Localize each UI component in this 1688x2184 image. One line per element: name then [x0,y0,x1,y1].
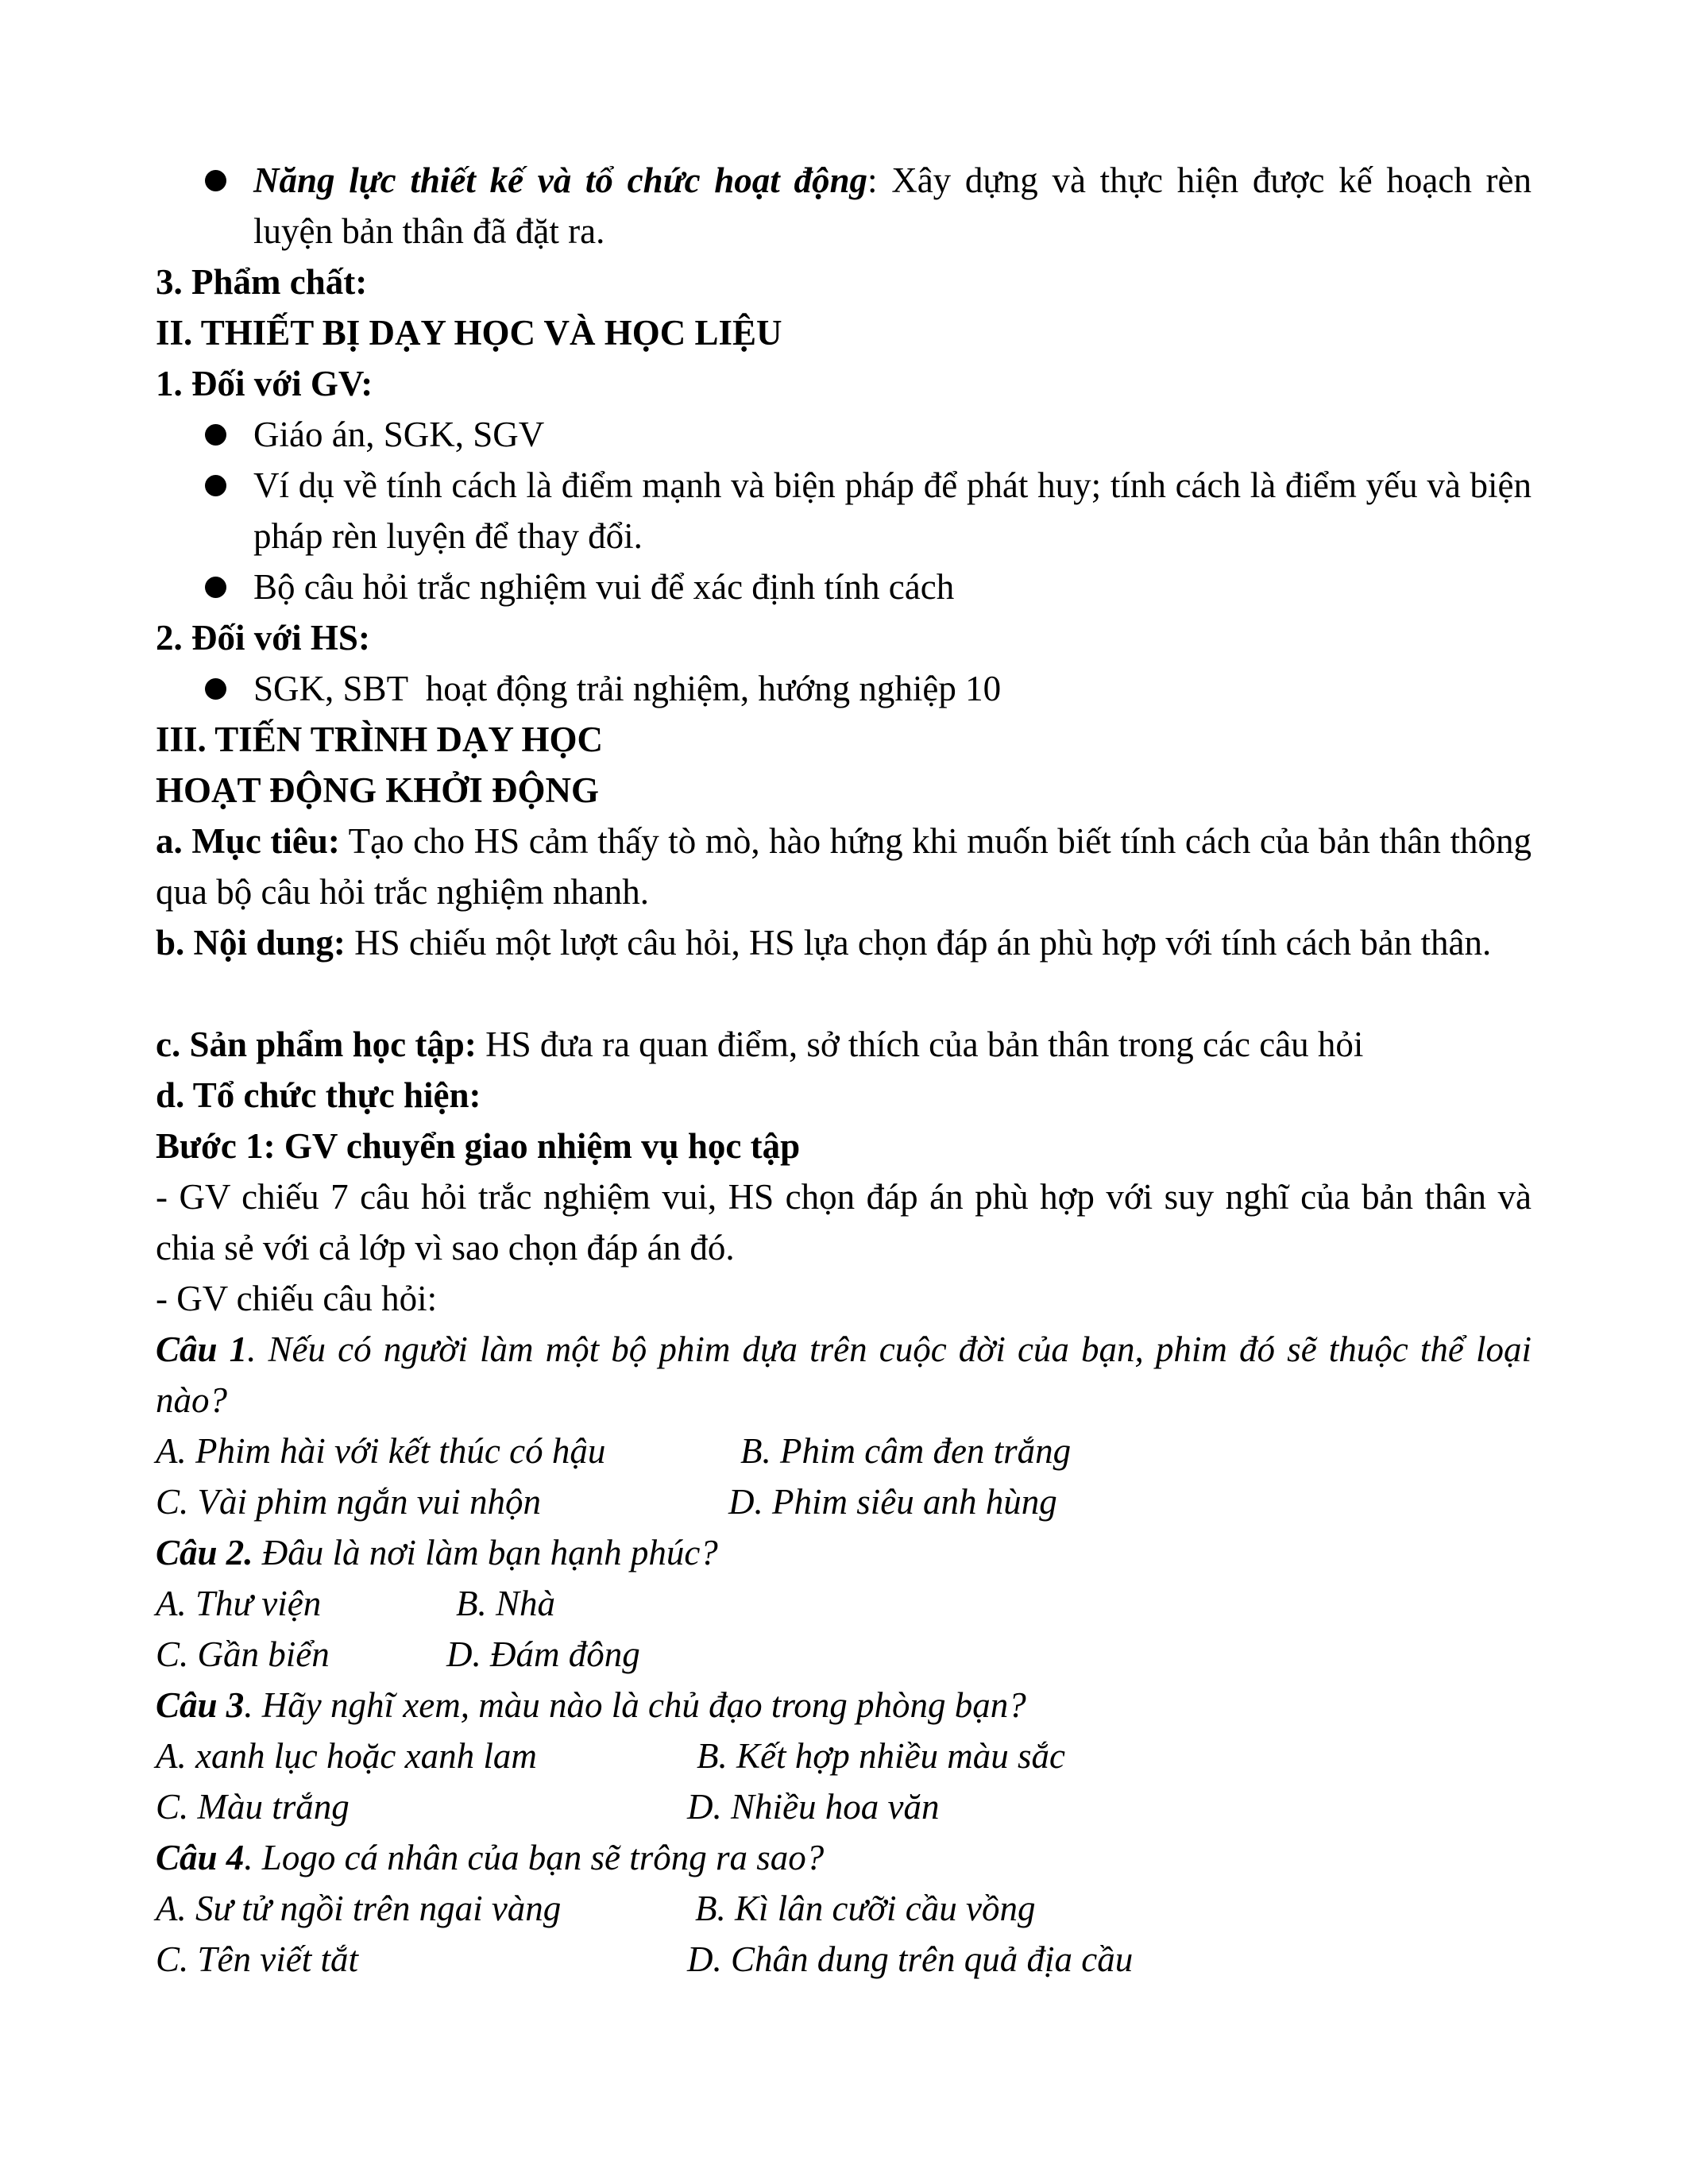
question-1-option-d: D. Phim siêu anh hùng [728,1482,1057,1522]
heading-tien-trinh: III. TIẾN TRÌNH DẠY HỌC [156,720,604,759]
question-1-option-c: C. Vài phim ngắn vui nhộn [156,1482,541,1522]
heading-thiet-bi: II. THIẾT BỊ DẠY HỌC VÀ HỌC LIỆU [156,313,782,353]
bullet-nang-luc-bold: Năng lực thiết kế và tổ chức hoạt động [253,160,867,200]
noi-dung-label: b. Nội dung: [156,923,346,963]
san-pham-text: HS đưa ra quan điểm, sở thích của bản thân trong các câu hỏi [476,1024,1364,1064]
question-3-option-d: D. Nhiều hoa văn [687,1787,940,1827]
noi-dung-text: HS chiếu một lượt câu hỏi, HS lựa chọn đáp án phù hợp với tính cách bản thân. [345,923,1492,963]
gv-item-2 [156,460,1532,561]
heading-pham-chat: 3. Phẩm chất: [156,262,368,302]
muc-tieu-paragraph [156,816,1532,917]
heading-khoi-dong: HOẠT ĐỘNG KHỞI ĐỘNG [156,770,599,810]
question-2-option-c: C. Gần biển [156,1634,330,1674]
question-4-option-b: B. Kì lân cưỡi cầu vồng [695,1889,1036,1928]
muc-tieu-label: a. Mục tiêu: [156,821,340,861]
question-4-option-a: A. Sư tử ngồi trên ngai vàng [156,1889,562,1928]
question-2-option-a: A. Thư viện [156,1584,322,1623]
question-3 [156,1680,1532,1731]
gv-item-3-text: Bộ câu hỏi trắc nghiệm vui để xác định tính cách [253,567,955,607]
bullet-dot-icon [205,678,226,700]
bullet-nang-luc [156,155,1532,257]
question-1-text: . Nếu có người làm một bộ phim dựa trên cuộc đời của bạn, phim đó sẽ thuộc thể loại nào? [156,1329,1532,1420]
san-pham-label: c. Sản phẩm học tập: [156,1024,477,1064]
heading-doi-voi-gv: 1. Đối với GV: [156,364,373,403]
question-2-label: Câu 2. [156,1533,253,1572]
question-4-text: . Logo cá nhân của bạn sẽ trông ra sao? [244,1838,825,1877]
question-2-option-b: B. Nhà [456,1584,556,1623]
question-3-label: Câu 3 [156,1685,245,1725]
gv-chieu-cau-hoi: - GV chiếu câu hỏi: [156,1279,438,1318]
heading-doi-voi-hs: 2. Đối với HS: [156,618,370,658]
question-2-text: Đâu là nơi làm bạn hạnh phúc? [253,1533,718,1572]
gv-item-1 [156,409,1532,460]
question-1 [156,1324,1532,1426]
bullet-nang-luc-text: : Xây dựng và thực hiện được kế hoạch rèn luyện bản thân đã đặt ra. [253,160,1532,251]
question-2-option-d: D. Đám đông [446,1634,640,1674]
question-3-option-a: A. xanh lục hoặc xanh lam [156,1736,537,1776]
question-1-option-b: B. Phim câm đen trắng [740,1431,1072,1471]
gv-chieu-7-paragraph: - GV chiếu 7 câu hỏi trắc nghiệm vui, HS chọn đáp án phù hợp với suy nghĩ của bản thân và chia sẻ với cả lớp vì sao chọn đáp án đó. [156,1177,1532,1268]
question-4-option-d: D. Chân dung trên quả địa cầu [687,1939,1134,1979]
question-1-option-a: A. Phim hài với kết thúc có hậu [156,1431,606,1471]
hs-item-1 [156,663,1532,714]
question-4-label: Câu 4 [156,1838,245,1877]
question-4 [156,1832,1532,1883]
question-4-option-c: C. Tên viết tắt [156,1939,358,1979]
gv-item-2-text: Ví dụ về tính cách là điểm mạnh và biện pháp để phát huy; tính cách là điểm yếu và biện pháp rèn luyện để thay đổi. [253,465,1532,556]
bullet-dot-icon [205,424,226,446]
muc-tieu-text: Tạo cho HS cảm thấy tò mò, hào hứng khi muốn biết tính cách của bản thân thông qua bộ câu hỏi trắc nghiệm nhanh. [156,821,1532,912]
to-chuc-heading: d. Tổ chức thực hiện: [156,1075,481,1115]
gv-item-3 [156,561,1532,612]
bullet-dot-icon [205,577,226,598]
question-2 [156,1527,1532,1578]
bullet-dot-icon [205,475,226,496]
bullet-dot-icon [205,170,226,191]
san-pham-paragraph [156,1019,1532,1070]
question-1-label: Câu 1 [156,1329,248,1369]
question-3-option-b: B. Kết hợp nhiều màu sắc [697,1736,1065,1776]
buoc-1-heading: Bước 1: GV chuyển giao nhiệm vụ học tập [156,1126,801,1166]
question-3-option-c: C. Màu trắng [156,1787,350,1827]
gv-item-1-text: Giáo án, SGK, SGV [253,415,545,454]
noi-dung-paragraph [156,917,1532,968]
question-3-text: . Hãy nghĩ xem, màu nào là chủ đạo trong phòng bạn? [244,1685,1026,1725]
hs-item-1-text: SGK, SBT hoạt động trải nghiệm, hướng nghiệp 10 [253,669,1002,708]
